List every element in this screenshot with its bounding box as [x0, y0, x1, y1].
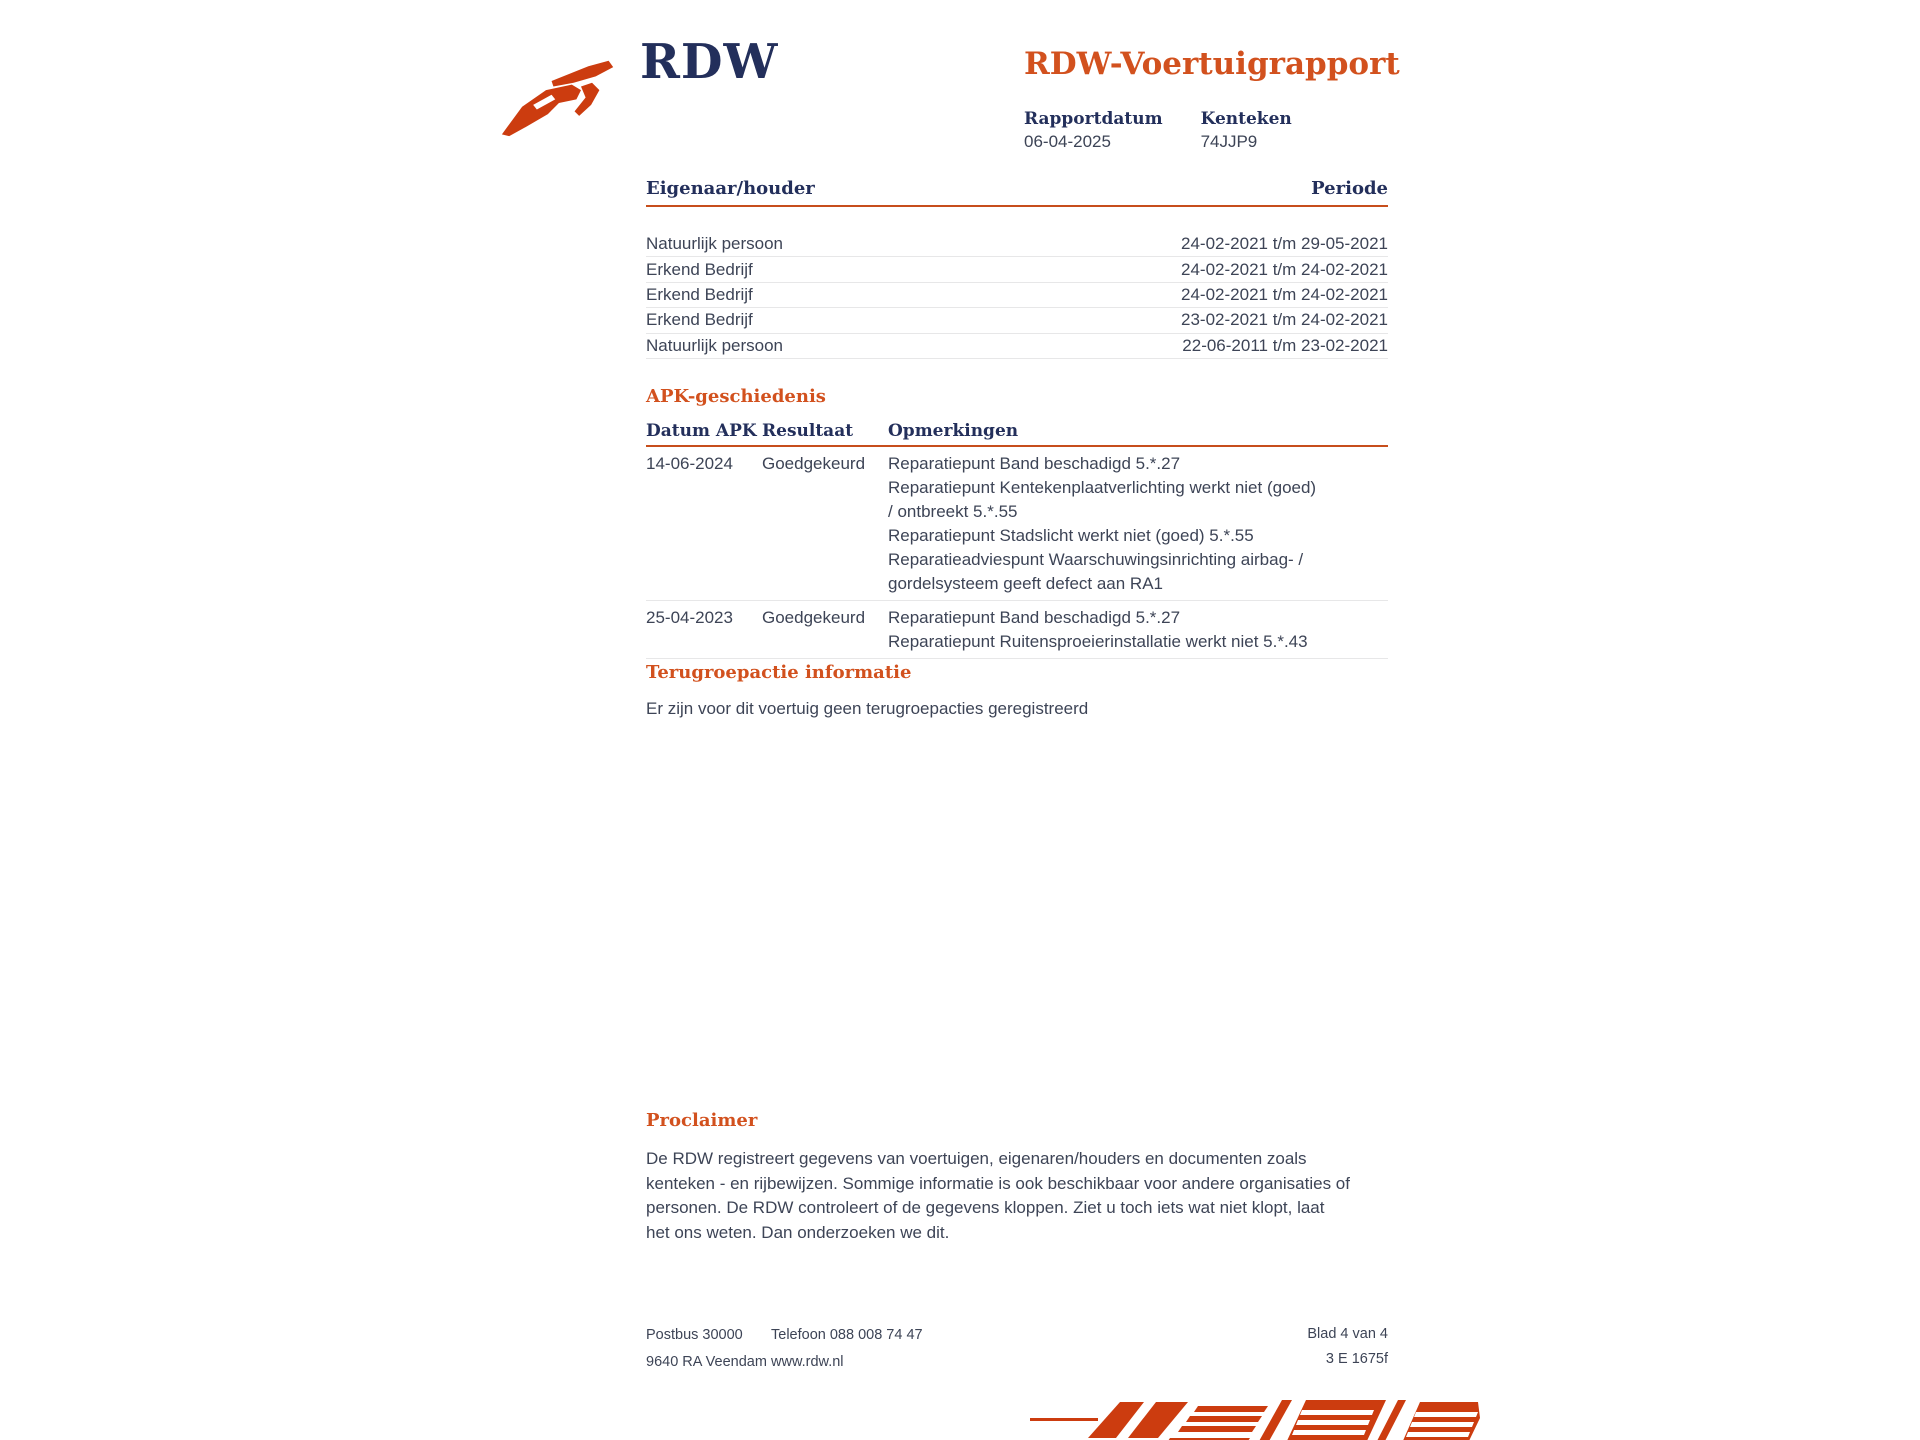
- owner-section-title: Eigenaar/houder: [646, 178, 815, 199]
- apk-resultaat: Goedgekeurd: [762, 454, 866, 473]
- table-row: [646, 447, 1388, 601]
- recall-section: [646, 662, 1388, 721]
- recall-text: Er zijn voor dit voertuig geen terugroepacties geregistreerd: [646, 699, 1089, 718]
- owner-period: 24-02-2021 t/m 24-02-2021: [1181, 259, 1388, 279]
- footer-phone: Telefoon 088 008 74 47: [771, 1327, 923, 1343]
- page-indicator: Blad 4 van 4: [1307, 1326, 1388, 1342]
- owner-type: Erkend Bedrijf: [646, 310, 753, 330]
- owner-table: [646, 232, 1388, 359]
- table-row: [646, 308, 1388, 333]
- license-plate-value: 74JJP9: [1200, 132, 1258, 151]
- apk-remark: Reparatiepunt Stadslicht werkt niet (goed) 5.*.55: [888, 526, 1254, 545]
- form-code: 3 E 1675f: [1325, 1350, 1388, 1367]
- apk-remark: Reparatiepunt Band beschadigd 5.*.27: [888, 454, 1181, 473]
- proclaimer-text: De RDW registreert gegevens van voertuigen, eigenaren/houders en documenten zoals kenteken - en rijbewijzen. Sommige informatie is ook beschikbaar voor andere organisaties of personen. De RDW controleert of de gegevens kloppen. Ziet u toch iets wat niet klopt, laat het ons weten. Dan onderzoeken we dit.: [646, 1149, 1350, 1242]
- apk-remarks: [888, 452, 1320, 596]
- table-row: [646, 232, 1388, 257]
- owner-period: 23-02-2021 t/m 24-02-2021: [1181, 310, 1388, 330]
- apk-remark: Reparatieadviespunt Waarschuwingsinrichting airbag- / gordelsysteem geeft defect aan RA1: [888, 550, 1304, 593]
- table-row: [646, 283, 1388, 308]
- owner-type: Natuurlijk persoon: [646, 234, 784, 254]
- apk-col-datum: Datum APK: [646, 421, 757, 441]
- footer-po-box: Postbus 30000: [646, 1327, 743, 1343]
- proclaimer-title: Proclaimer: [646, 1110, 758, 1131]
- owner-type: Natuurlijk persoon: [646, 335, 784, 355]
- owner-type: Erkend Bedrijf: [646, 259, 753, 279]
- report-date-block: [1024, 108, 1163, 154]
- footer-contact: [646, 1322, 923, 1375]
- report-meta: [1024, 108, 1363, 154]
- apk-table-header: [646, 420, 1388, 442]
- orange-divider: [646, 205, 1388, 207]
- period-column-header: Periode: [1311, 178, 1388, 199]
- apk-datum: 25-04-2023: [646, 608, 733, 627]
- recall-section-title: Terugroepactie informatie: [646, 662, 912, 683]
- owner-period: 22-06-2011 t/m 23-02-2021: [1182, 335, 1388, 355]
- owner-type: Erkend Bedrijf: [646, 284, 753, 304]
- report-date-label: Rapportdatum: [1024, 109, 1163, 129]
- apk-resultaat: Goedgekeurd: [762, 608, 866, 627]
- apk-remark: Reparatiepunt Ruitensproeierinstallatie werkt niet 5.*.43: [888, 632, 1308, 651]
- apk-col-opmerkingen: Opmerkingen: [888, 421, 1019, 441]
- apk-remark: Reparatiepunt Band beschadigd 5.*.27: [888, 608, 1181, 627]
- apk-remark: Reparatiepunt Kentekenplaatverlichting werkt niet (goed) / ontbreekt 5.*.55: [888, 478, 1317, 521]
- owner-section: [646, 178, 1388, 359]
- owner-period: 24-02-2021 t/m 29-05-2021: [1181, 234, 1388, 254]
- proclaimer-section: [646, 1110, 1388, 1245]
- footer-city: 9640 RA Veendam: [646, 1353, 767, 1370]
- table-row: [646, 601, 1388, 659]
- footer-feather-graphic-icon: [1030, 1398, 1480, 1440]
- license-plate-label: Kenteken: [1200, 109, 1292, 129]
- footer-website: www.rdw.nl: [771, 1353, 844, 1370]
- owner-period: 24-02-2021 t/m 24-02-2021: [1181, 284, 1388, 304]
- apk-datum: 14-06-2024: [646, 454, 733, 473]
- table-row: [646, 257, 1388, 282]
- report-date-value: 06-04-2025: [1024, 132, 1111, 151]
- apk-section-title: APK-geschiedenis: [646, 386, 826, 407]
- license-plate-block: [1201, 108, 1325, 154]
- table-row: [646, 334, 1388, 359]
- footer-page-info: [1307, 1322, 1388, 1371]
- apk-col-resultaat: Resultaat: [762, 421, 854, 441]
- apk-history-section: [646, 386, 1388, 659]
- apk-remarks: [888, 606, 1320, 654]
- rdw-logo-wing-icon: [494, 46, 622, 138]
- rdw-logotype: RDW: [640, 34, 779, 90]
- page-title: RDW-Voertuigrapport: [1024, 46, 1400, 82]
